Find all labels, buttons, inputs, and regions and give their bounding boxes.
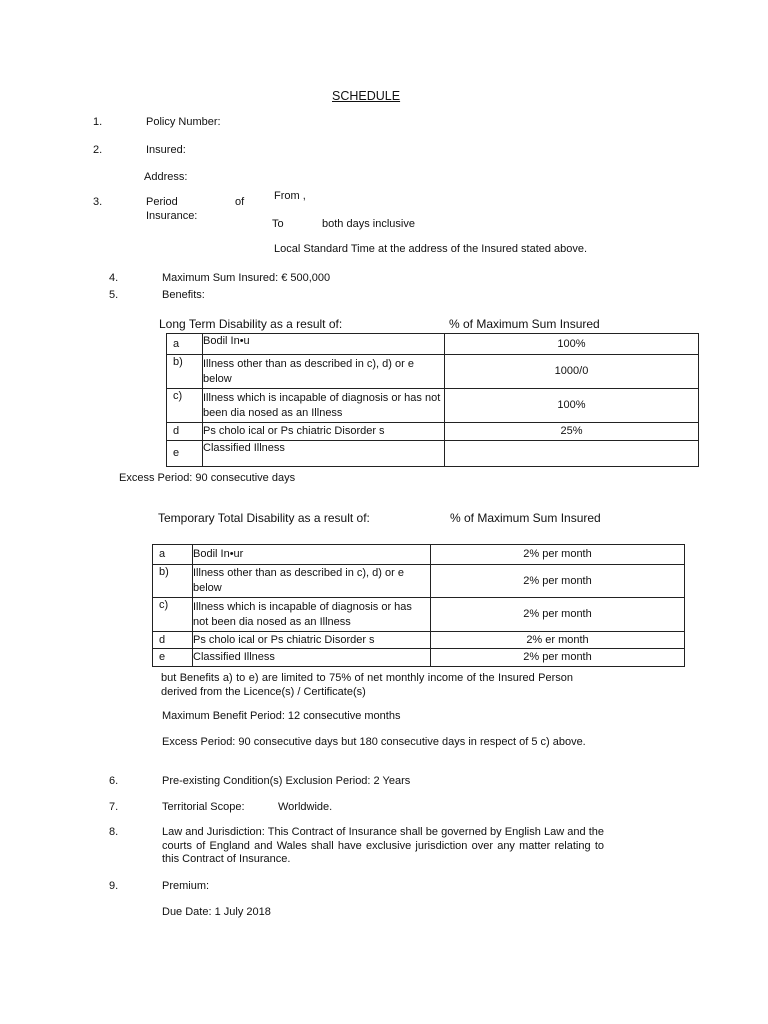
ttd-benefit-limit-note: but Benefits a) to e) are limited to 75% of net monthly income of the Insured Person derived from the Licence(s) / Certificate(s) [161, 672, 573, 698]
row-letter: a [167, 334, 203, 355]
row-description: Illness which is incapable of diagnosis or has not been dia nosed as an Illness [193, 598, 431, 632]
law-and-jurisdiction: Law and Jurisdiction: This Contract of Insurance shall be governed by English Law and the courts of England and Wales shall have exclusive jurisdiction over any matter relating to this Contract of Insurance. [162, 826, 604, 865]
row-description: Ps cholo ical or Ps chiatric Disorder s [193, 632, 431, 649]
row-description: Bodil In•ur [193, 545, 431, 565]
territorial-scope-value: Worldwide. [278, 801, 333, 813]
ltd-table [166, 333, 699, 467]
item-5-number: 5. [109, 289, 119, 301]
due-date: Due Date: 1 July 2018 [162, 906, 271, 918]
period-inclusive: both days inclusive [322, 218, 415, 230]
ttd-percent-heading: % of Maximum Sum Insured [450, 511, 601, 525]
item-8-number: 8. [109, 826, 119, 838]
item-7-number: 7. [109, 801, 119, 813]
table-row [153, 565, 685, 598]
row-description: Illness other than as described in c), d) or e below [203, 355, 445, 389]
row-percent: 25% [445, 423, 699, 441]
benefits-label: Benefits: [162, 289, 205, 301]
page-title: SCHEDULE [332, 89, 401, 103]
maximum-sum-insured: Maximum Sum Insured: € 500,000 [162, 272, 331, 284]
row-percent: 1000/0 [445, 355, 699, 389]
table-row [167, 355, 699, 389]
ltd-heading: Long Term Disability as a result of: [159, 317, 343, 331]
table-row [153, 632, 685, 649]
ttd-maximum-benefit-period: Maximum Benefit Period: 12 consecutive months [162, 710, 401, 722]
local-standard-time: Local Standard Time at the address of the Insured stated above. [274, 243, 588, 255]
ltd-percent-heading: % of Maximum Sum Insured [449, 317, 600, 331]
item-1-number: 1. [93, 116, 103, 128]
pre-existing-condition-exclusion: Pre-existing Condition(s) Exclusion Period: 2 Years [162, 775, 411, 787]
table-row [153, 649, 685, 667]
period-of-label: of [235, 196, 245, 208]
row-description: Ps cholo ical or Ps chiatric Disorder s [203, 423, 445, 441]
item-9-number: 9. [109, 880, 119, 892]
item-3-number: 3. [93, 196, 103, 208]
row-percent: 2% per month [431, 565, 685, 598]
policy-number-label: Policy Number: [146, 116, 221, 128]
row-percent: 2% er month [431, 632, 685, 649]
row-letter: a [153, 545, 193, 565]
table-row [153, 545, 685, 565]
period-from: From , [274, 190, 306, 202]
row-letter: e [153, 649, 193, 667]
table-row [167, 423, 699, 441]
row-letter: c) [167, 389, 203, 423]
row-description: Bodil In•u [203, 334, 445, 355]
table-row [167, 441, 699, 467]
row-percent: 2% per month [431, 598, 685, 632]
ttd-table [152, 544, 685, 667]
table-row [167, 389, 699, 423]
row-description: Illness which is incapable of diagnosis or has not been dia nosed as an Illness [203, 389, 445, 423]
item-6-number: 6. [109, 775, 119, 787]
table-row [153, 598, 685, 632]
address-label: Address: [144, 171, 188, 183]
ttd-heading: Temporary Total Disability as a result of: [158, 511, 370, 525]
row-percent: 100% [445, 334, 699, 355]
insured-label: Insured: [146, 144, 186, 156]
territorial-scope-label: Territorial Scope: [162, 801, 245, 813]
row-percent [445, 441, 699, 467]
item-2-number: 2. [93, 144, 103, 156]
row-letter: d [153, 632, 193, 649]
row-percent: 2% per month [431, 649, 685, 667]
item-4-number: 4. [109, 272, 119, 284]
ttd-excess-period: Excess Period: 90 consecutive days but 180 consecutive days in respect of 5 c) above. [162, 736, 586, 748]
row-letter: b) [167, 355, 203, 389]
table-row [167, 334, 699, 355]
row-letter: d [167, 423, 203, 441]
ltd-excess-period: Excess Period: 90 consecutive days [119, 472, 296, 484]
premium-label: Premium: [162, 880, 210, 892]
row-description: Classified Illness [193, 649, 431, 667]
period-label: Period [146, 196, 178, 208]
row-letter: c) [153, 598, 193, 632]
insurance-label: Insurance: [146, 210, 198, 222]
row-letter: e [167, 441, 203, 467]
row-percent: 100% [445, 389, 699, 423]
row-letter: b) [153, 565, 193, 598]
row-description: Illness other than as described in c), d) or e below [193, 565, 431, 598]
period-to: To [272, 218, 284, 230]
row-percent: 2% per month [431, 545, 685, 565]
row-description: Classified Illness [203, 441, 445, 467]
